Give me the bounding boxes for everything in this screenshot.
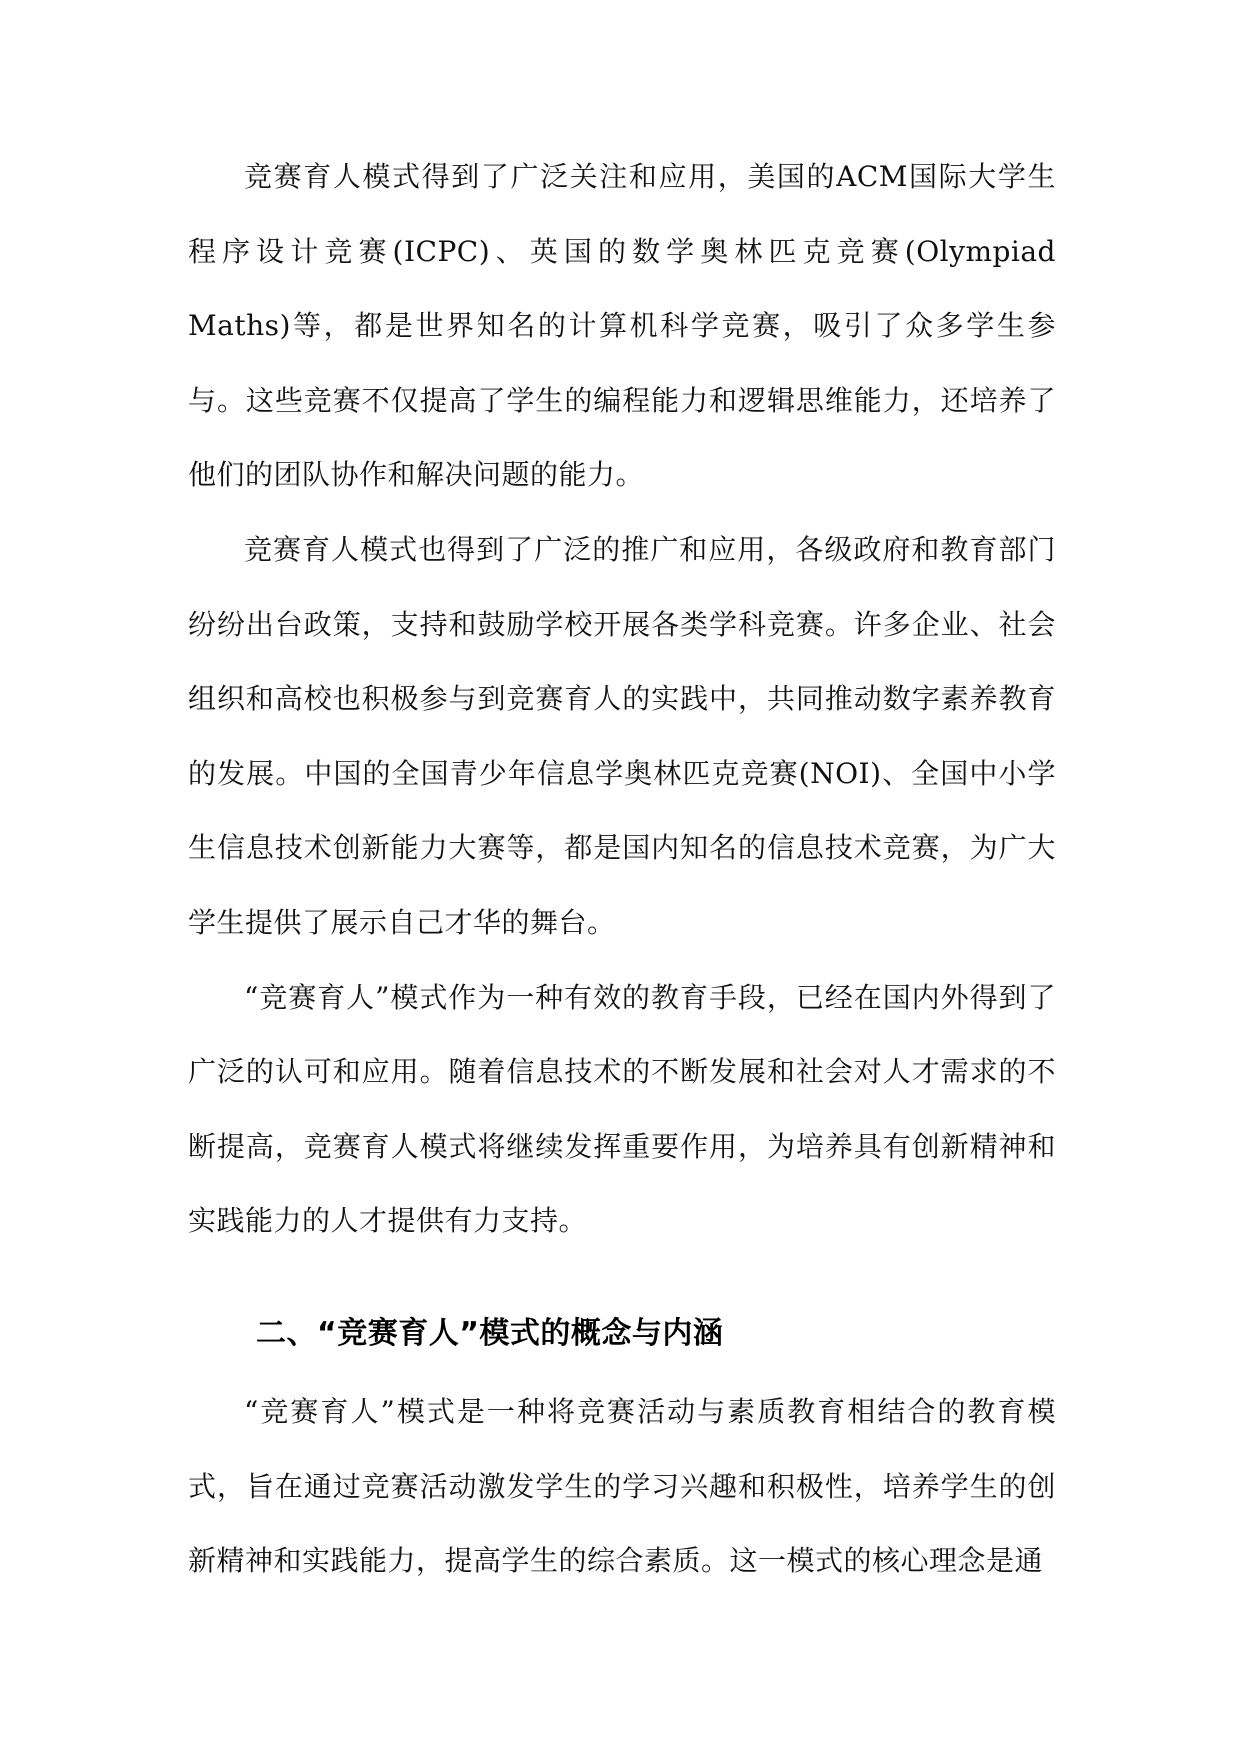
- section-heading: 二、“竞赛育人”模式的概念与内涵: [256, 1315, 724, 1351]
- paragraph-concept: “竞赛育人”模式是一种将竞赛活动与素质教育相结合的教育模式，旨在通过竞赛活动激发学生的学习兴趣和积极性，培养学生的创新精神和实践能力，提高学生的综合素质。这一模式的核心理念是通: [188, 1394, 1056, 1578]
- paragraph-icpc-olympiad: 竞赛育人模式得到了广泛关注和应用，美国的ACM国际大学生程序设计竞赛(ICPC)、英国的数学奥林匹克竞赛(Olympiad Maths)等，都是世界知名的计算机科学竞赛，吸引了众多学生参与。这些竞赛不仅提高了学生的编程能力和逻辑思维能力，还培养了他们的团队协作和解决问题的能力。: [188, 160, 1056, 492]
- document-body: [188, 140, 1056, 1599]
- paragraph-promotion: 竞赛育人模式也得到了广泛的推广和应用，各级政府和教育部门纷纷出台政策，支持和鼓励学校开展各类学科竞赛。许多企业、社会组织和高校也积极参与到竞赛育人的实践中，共同推动数字素养教育的发展。中国的全国青少年信息学奥林匹克竞赛(NOI)、全国中小学生信息技术创新能力大赛等，都是国内知名的信息技术竞赛，为广大学生提供了展示自己才华的舞台。: [188, 532, 1056, 939]
- paragraph-summary: “竞赛育人”模式作为一种有效的教育手段，已经在国内外得到了广泛的认可和应用。随着信息技术的不断发展和社会对人才需求的不断提高，竞赛育人模式将继续发挥重要作用，为培养具有创新精神和实践能力的人才提供有力支持。: [188, 980, 1056, 1238]
